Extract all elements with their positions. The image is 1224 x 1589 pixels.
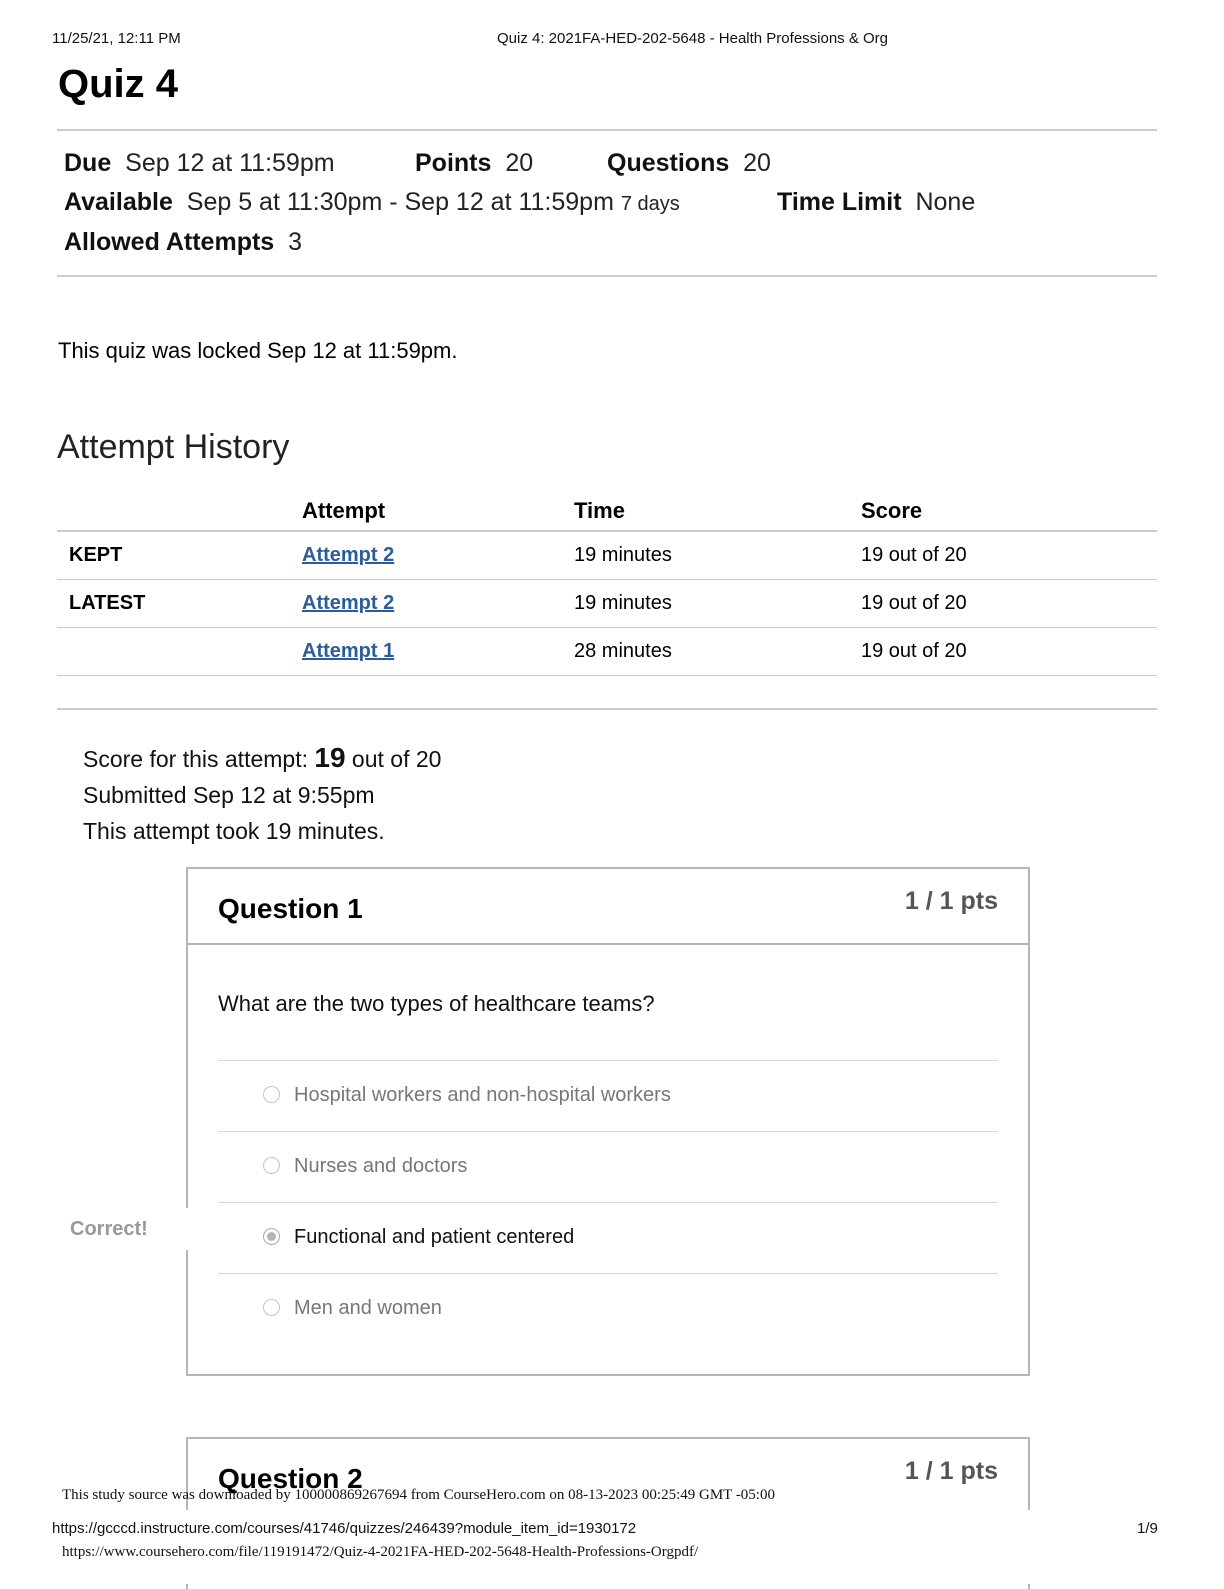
due-info xyxy=(64,149,335,178)
radio-button xyxy=(263,1157,280,1174)
submitted-info: Submitted Sep 12 at 9:55pm xyxy=(83,782,375,808)
score-prefix: Score for this attempt: xyxy=(83,746,308,772)
print-doc-title: Quiz 4: 2021FA-HED-202-5648 - Health Professions & Org xyxy=(497,30,889,47)
feedback-gap xyxy=(186,1208,188,1250)
time-limit-value: None xyxy=(915,188,976,216)
question-points: 1 / 1 pts xyxy=(904,887,998,915)
attempt-link[interactable]: Attempt 2 xyxy=(302,544,395,566)
attempt-time: 19 minutes xyxy=(574,531,861,580)
locked-message: This quiz was locked Sep 12 at 11:59pm. xyxy=(58,338,458,363)
answer-text: Men and women xyxy=(294,1297,442,1319)
answer-text: Hospital workers and non-hospital workers xyxy=(294,1084,671,1106)
table-row xyxy=(57,628,1157,676)
attempt-history-title: Attempt History xyxy=(57,428,290,466)
answer-option-selected xyxy=(218,1202,998,1274)
column-header xyxy=(57,490,302,531)
page-title: Quiz 4 xyxy=(58,62,179,106)
score-value: 19 xyxy=(314,742,346,773)
table-header-row xyxy=(57,490,1157,531)
question-title: Question 2 xyxy=(218,1463,363,1494)
attempt-link[interactable]: Attempt 1 xyxy=(302,640,395,662)
attempts-label: Allowed Attempts xyxy=(64,228,275,256)
divider xyxy=(57,708,1157,710)
attempt-score: 19 out of 20 xyxy=(861,531,1157,580)
print-url: https://gcccd.instructure.com/courses/41746/quizzes/246439?module_item_id=1930172 xyxy=(52,1520,637,1537)
radio-button xyxy=(263,1299,280,1316)
attempts-value: 3 xyxy=(288,228,303,256)
time-limit-info xyxy=(777,188,975,217)
attempt-time: 19 minutes xyxy=(574,580,861,628)
radio-button xyxy=(263,1086,280,1103)
questions-info xyxy=(607,149,771,178)
attempt-time: 28 minutes xyxy=(574,628,861,676)
points-info xyxy=(415,149,533,178)
attempt-score: 19 out of 20 xyxy=(861,580,1157,628)
table-row xyxy=(57,531,1157,580)
answer-option xyxy=(218,1273,998,1345)
time-limit-label: Time Limit xyxy=(777,188,902,216)
question-text: What are the two types of healthcare teams? xyxy=(218,991,655,1016)
column-header-time: Time xyxy=(574,490,861,531)
coursehero-source-note: This study source was downloaded by 100000869267694 from CourseHero.com on 08-13-2023 00:25:49 GMT -05:00 xyxy=(62,1487,775,1503)
row-label: KEPT xyxy=(57,531,302,580)
answer-text: Functional and patient centered xyxy=(294,1226,575,1248)
attempt-score: 19 out of 20 xyxy=(861,628,1157,676)
column-header-score: Score xyxy=(861,490,1157,531)
available-info xyxy=(64,188,680,217)
row-label xyxy=(57,628,302,676)
answer-option xyxy=(218,1131,998,1203)
due-label: Due xyxy=(64,149,112,177)
print-datetime: 11/25/21, 12:11 PM xyxy=(52,30,181,47)
radio-button-selected xyxy=(263,1228,280,1245)
attempt-duration: This attempt took 19 minutes. xyxy=(83,818,385,844)
attempt-history-table xyxy=(57,490,1157,676)
divider xyxy=(57,275,1157,277)
answer-text: Nurses and doctors xyxy=(294,1155,468,1177)
table-row xyxy=(57,580,1157,628)
question-card xyxy=(186,867,1030,1376)
question-title: Question 1 xyxy=(218,893,363,924)
attempt-score-summary xyxy=(83,742,441,774)
row-label: LATEST xyxy=(57,580,302,628)
questions-label: Questions xyxy=(607,149,730,177)
points-value: 20 xyxy=(505,149,534,177)
coursehero-url: https://www.coursehero.com/file/119191472/Quiz-4-2021FA-HED-202-5648-Health-Professions-Orgpdf/ xyxy=(62,1544,699,1560)
available-days: 7 days xyxy=(620,193,680,215)
page-number: 1/9 xyxy=(1137,1520,1158,1537)
question-header xyxy=(188,869,1028,945)
available-value: Sep 5 at 11:30pm - Sep 12 at 11:59pm xyxy=(186,188,614,216)
available-label: Available xyxy=(64,188,173,216)
attempt-link[interactable]: Attempt 2 xyxy=(302,592,395,614)
correct-feedback: Correct! xyxy=(70,1218,148,1240)
attempts-info xyxy=(64,228,302,257)
points-label: Points xyxy=(415,149,492,177)
question-points: 1 / 1 pts xyxy=(904,1457,998,1485)
due-value: Sep 12 at 11:59pm xyxy=(125,149,335,177)
questions-value: 20 xyxy=(743,149,771,177)
answer-option xyxy=(218,1060,998,1132)
score-suffix: out of 20 xyxy=(351,746,442,772)
column-header-attempt: Attempt xyxy=(302,490,574,531)
divider xyxy=(57,129,1157,131)
